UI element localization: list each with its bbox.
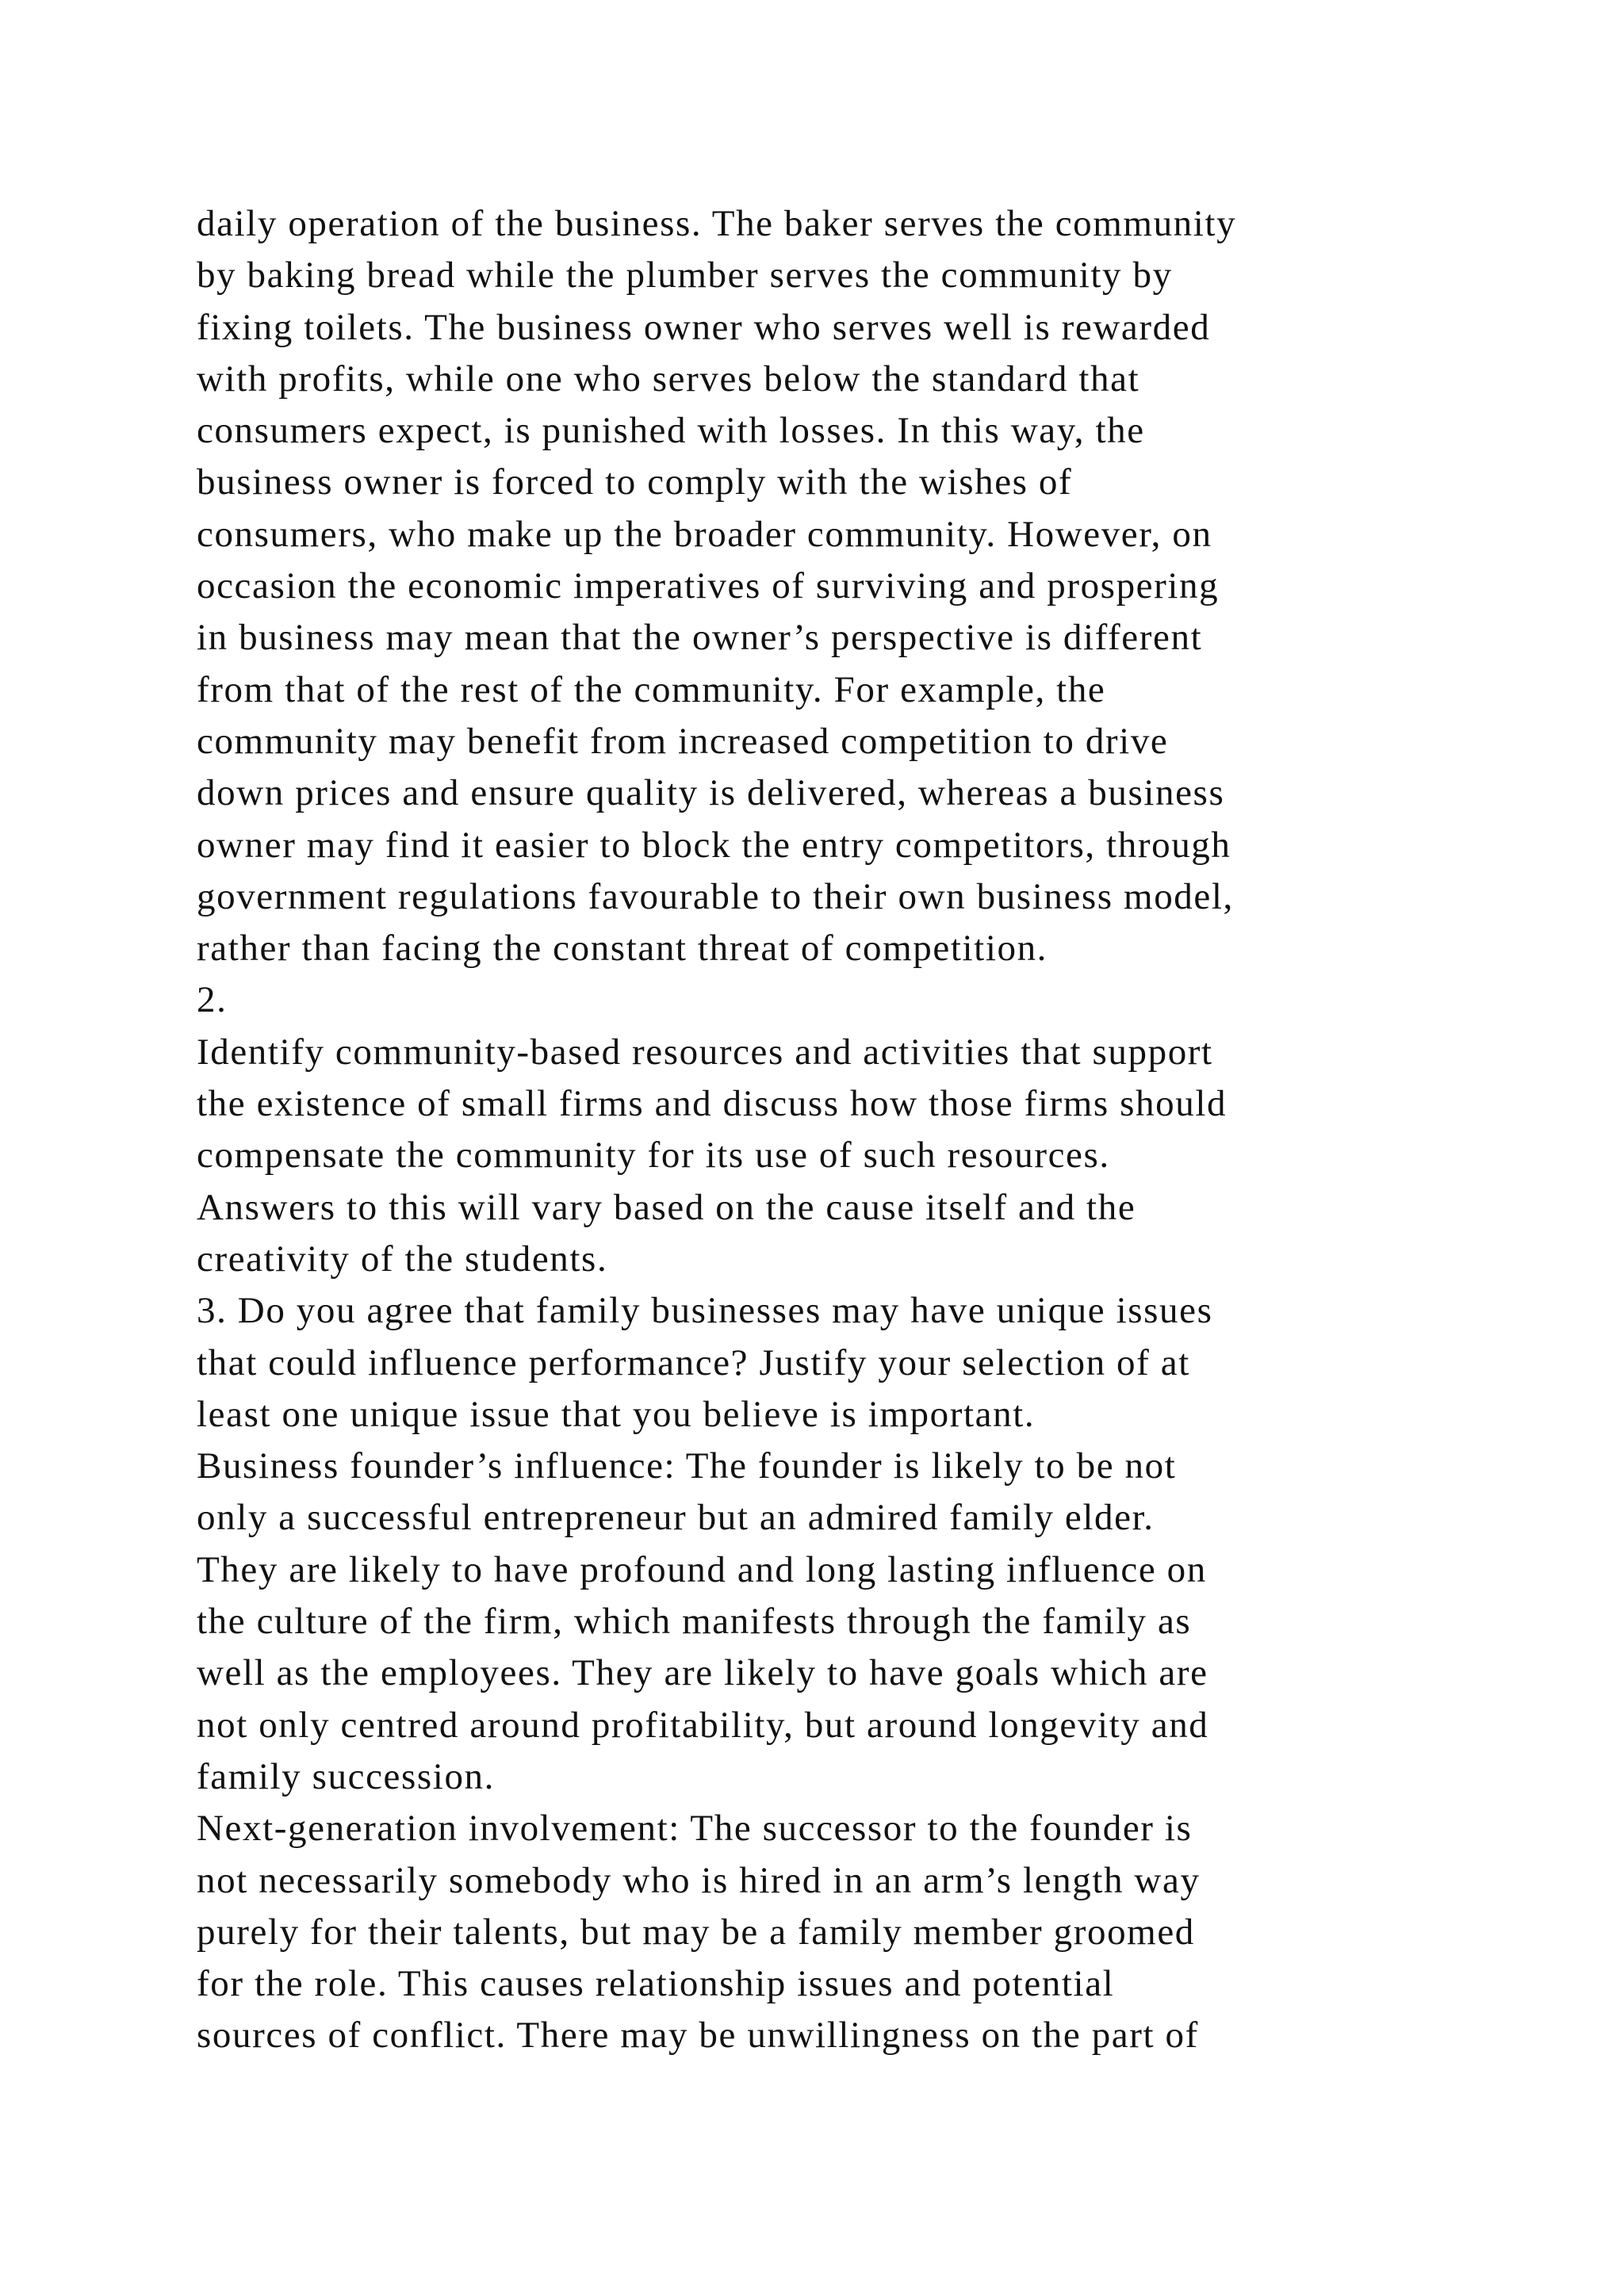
answer-text: Business founder’s influence: The founder is likely to be not xyxy=(197,1445,1177,1487)
answer-text: purely for their talents, but may be a family member groomed xyxy=(197,1911,1195,1953)
answer-text: well as the employees. They are likely to have goals which are xyxy=(197,1652,1208,1694)
text-line: daily operation of the business. The baker serves the community xyxy=(197,203,1237,244)
question-text: the existence of small firms and discuss how those firms should xyxy=(197,1083,1228,1125)
question-text: compensate the community for its use of such resources. xyxy=(197,1135,1110,1177)
text-line: owner may find it easier to block the entry competitors, through xyxy=(197,824,1231,866)
answer-text: not only centred around profitability, but around longevity and xyxy=(197,1704,1209,1746)
answer-text: Next-generation involvement: The successor to the founder is xyxy=(197,1808,1193,1850)
answer-text: not necessarily somebody who is hired in an arm’s length way xyxy=(197,1859,1201,1901)
text-line: occasion the economic imperatives of surviving and prospering xyxy=(197,565,1220,607)
answer-text: for the role. This causes relationship issues and potential xyxy=(197,1963,1115,2005)
text-line: rather than facing the constant threat of competition. xyxy=(197,928,1048,970)
text-line: down prices and ensure quality is delivered, whereas a business xyxy=(197,772,1225,814)
answer-text: They are likely to have profound and long lasting influence on xyxy=(197,1548,1207,1590)
text-line: community may benefit from increased competition to drive xyxy=(197,720,1169,762)
question-text: Identify community-based resources and activities that support xyxy=(197,1031,1213,1073)
question-number: 2. xyxy=(197,979,228,1021)
text-line: with profits, while one who serves below the standard that xyxy=(197,358,1140,400)
text-line: fixing toilets. The business owner who serves well is rewarded xyxy=(197,306,1211,348)
document-body xyxy=(197,198,1465,2062)
text-line: consumers, who make up the broader community. However, on xyxy=(197,513,1212,555)
answer-text: only a successful entrepreneur but an admired family elder. xyxy=(197,1497,1155,1539)
text-line: by baking bread while the plumber serves the community by xyxy=(197,254,1173,297)
question-text: that could influence performance? Justify your selection of at xyxy=(197,1341,1190,1383)
text-line: business owner is forced to comply with the wishes of xyxy=(197,461,1073,503)
answer-text: family succession. xyxy=(197,1755,495,1797)
answer-text: the culture of the firm, which manifests through the family as xyxy=(197,1601,1192,1643)
question-text: least one unique issue that you believe is important. xyxy=(197,1393,1036,1435)
text-line: consumers expect, is punished with losses. In this way, the xyxy=(197,410,1145,452)
text-line: from that of the rest of the community. For example, the xyxy=(197,668,1106,710)
text-line: in business may mean that the owner’s perspective is different xyxy=(197,617,1203,659)
question-text: 3. Do you agree that family businesses may have unique issues xyxy=(197,1290,1213,1332)
answer-text: Answers to this will vary based on the cause itself and the xyxy=(197,1186,1136,1228)
answer-text: creativity of the students. xyxy=(197,1238,608,1280)
text-line: government regulations favourable to their own business model, xyxy=(197,875,1234,917)
answer-text: sources of conflict. There may be unwillingness on the part of xyxy=(197,2015,1199,2057)
